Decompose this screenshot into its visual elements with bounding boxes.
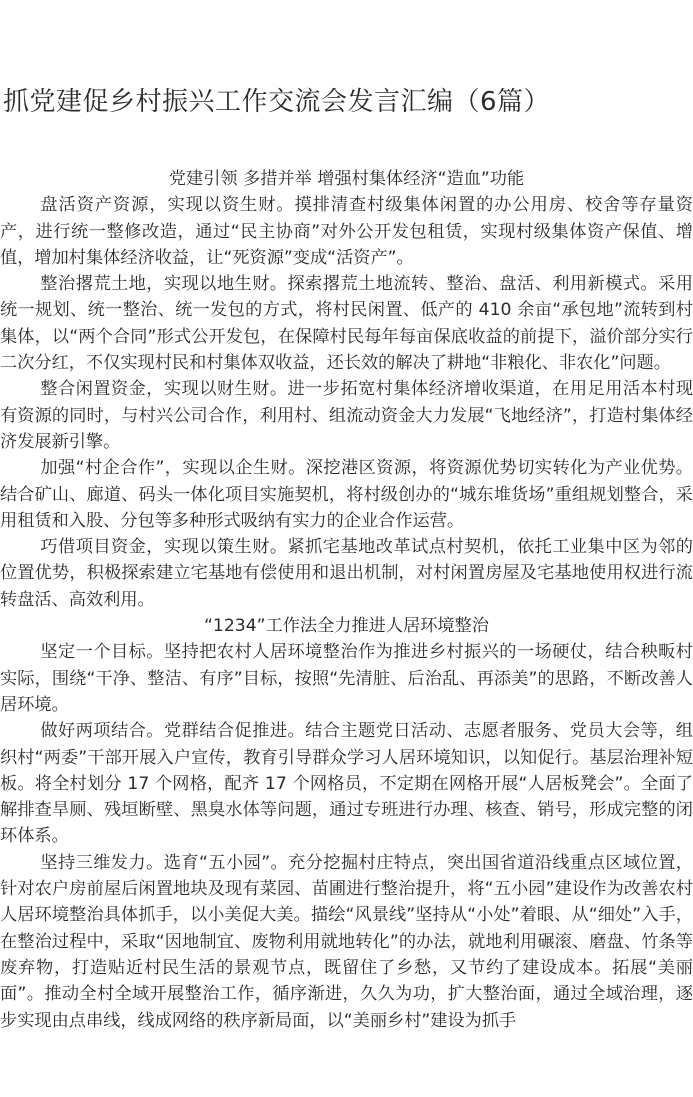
section-heading: 党建引领 多措并举 增强村集体经济“造血”功能 <box>168 169 525 189</box>
paragraph: 坚持三维发力。选育“五小园”。充分挖掘村庄特点，突出国省道沿线重点区域位置，针对农户房前屋后闲置地块及现有菜园、苗圃进行整治提升，将“五小园”建设作为改善农村人居环境整治具体抓手，以小美促大美。描绘“风景线”坚持从“小处”着眼、从“细处”入手，在整治过程中，采取“因地制宜、废物利用就地转化”的办法，就地利用碾滚、磨盘、竹条等废弃物，打造贴近村民生活的景观节点，既留住了乡愁，又节约了建设成本。拓展“美丽面”。推动全村全域开展整治工作，循序渐进，久久为功，扩大整治面，通过全域治理，逐步实现由点串线，线成网络的秩序新局面，以“美丽乡村”建设为抓手 <box>0 852 693 1031</box>
paragraph: 加强“村企合作”，实现以企生财。深挖港区资源，将资源优势切实转化为产业优势。结合矿山、廊道、码头一体化项目实施契机，将村级创办的“城东堆货场”重组规划整合，采用租赁和入股、分包等多种形式吸纳有实力的企业合作运营。 <box>0 458 693 531</box>
paragraph: 盘活资产资源，实现以资生财。摸排清查村级集体闲置的办公用房、校舍等存量资产，进行统一整修改造，通过“民主协商”对外公开发包租赁，实现村级集体资产保值、增值，增加村集体经济收益，让“死资源”变成“活资产”。 <box>0 195 693 268</box>
section-heading: “1234”工作法全力推进人居环境整治 <box>204 616 489 637</box>
paragraph: 整合闲置资金，实现以财生财。进一步拓宽村集体经济增收渠道，在用足用活本村现有资源的同时，与村兴公司合作，利用村、组流动资金大力发展“飞地经济”，打造村集体经济发展新引擎。 <box>0 379 693 452</box>
paragraph: 坚定一个目标。坚持把农村人居环境整治作为推进乡村振兴的一场硬仗，结合秧畈村实际，围绕“干净、整洁、有序”目标，按照“先清脏、后治乱、再添美”的思路，不断改善人居环境。 <box>0 642 693 715</box>
document-body <box>0 166 693 1034</box>
document-title: 抓党建促乡村振兴工作交流会发言汇编（6篇） <box>3 87 551 117</box>
paragraph: 巧借项目资金，实现以策生财。紧抓宅基地改革试点村契机，依托工业集中区为邻的位置优势，积极探索建立宅基地有偿使用和退出机制，对村闲置房屋及宅基地使用权进行流转盘活、高效利用。 <box>0 537 693 610</box>
paragraph: 做好两项结合。党群结合促推进。结合主题党日活动、志愿者服务、党员大会等，组织村“两委”干部开展入户宣传，教育引导群众学习人居环境知识，以知促行。基层治理补短板。将全村划分 17 个网格，配齐 17 个网格员，不定期在网格开展“人居板凳会”。全面了解排查旱厕、残垣断壁、黑臭水体等问题，通过专班进行办理、核查、销号，形成完整的闭环体系。 <box>0 721 693 847</box>
paragraph: 整治撂荒土地，实现以地生财。探索撂荒土地流转、整治、盘活、利用新模式。采用统一规划、统一整治、统一发包的方式，将村民闲置、低产的 410 余亩“承包地”流转到村集体，以“两个合同”形式公开发包，在保障村民每年每亩保底收益的前提下，溢价部分实行二次分红，不仅实现村民和村集体双收益，还长效的解决了耕地“非粮化、非农化”问题。 <box>0 274 693 374</box>
